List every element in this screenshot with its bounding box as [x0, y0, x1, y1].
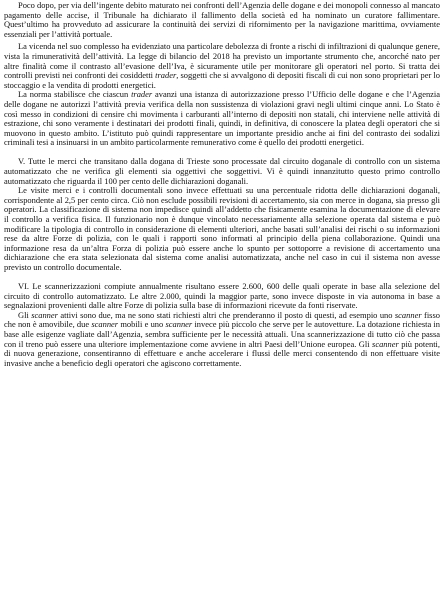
section-v-paragraph-1: V. Tutte le merci che transitano dalla dogana di Trieste sono processate dal circuito doganale di controllo con un sistema automatizzato che ne verifica gli elementi sia oggettivi che soggettivi. Vi è quindi innanzitutto questo primo controllo automatizzato che riguarda il 100 per cento delle dichiarazioni doganali.: [4, 156, 440, 186]
paragraph-bankruptcy: Poco dopo, per via dell’ingente debito maturato nei confronti dell’Agenzia delle dogane e dei monopoli connesso al mancato pagamento delle accise, il Tribunale ha dichiarato il fallimento della società ed ha nominato un curatore fallimentare. Quest’ultimo ha provveduto ad assicurare la continuità dei servizi di rifornimento per la navigazione marittima, ovviamente essenziali per l’attività portuale.: [4, 0, 440, 39]
emphasis-trader: trader: [131, 89, 153, 100]
text-span: più potenti, di nuova generazione, consentiranno di effettuare e anche accelerare i flussi delle merci consentendo di non effettuare visite invasive anche a beneficio degli operatori che agiscono correttamente.: [4, 338, 441, 368]
text-span: avanzi una istanza di autorizzazione presso l’Ufficio delle dogane e che l’Agenzia delle dogane ne autorizzi l’attività previa verifica della non sussistenza di violazioni gravi negli ultimi cinque anni. Lo Stato è così messo in condizioni di censire chi movimenta i carburanti all’interno di depositi non statali, chi interviene nelle attività di estrazione, chi sono veramente i destinatari dei prodotti finali, quindi, in definitiva, di conoscere la platea degli operatori che si muovono in questo ambito. L’istituto può quindi rappresentare un importante presidio anche ai fini del contrasto dei sodalizi criminali tesi a insinuarsi in un ambito particolarmente remunerativo come è quello dei prodotti energetici.: [4, 89, 440, 148]
text-span: La vicenda nel suo complesso ha evidenziato una particolare debolezza di fronte a rischi di infiltrazioni di qualunque genere, vista la rimuneratività dell’attività. La legge di bilancio del 2018 ha previsto un importante strumento che, ancorché nato per altre finalità come il contrasto all’evasione dell’Iva, è sicuramente utile per monitorare gli operatori nel porto. Si tratta dei controlli previsti nei confronti dei cosiddetti: [4, 41, 440, 81]
text-span: Gli: [18, 309, 32, 320]
paragraph-trader-controls: [4, 42, 440, 90]
paragraph-authorization-rule: [4, 90, 440, 148]
emphasis-scanner: scanner: [394, 309, 422, 320]
emphasis-scanner: scanner: [31, 309, 58, 320]
section-vi-paragraph-1: VI. Le scannerizzazioni compiute annualmente risultano essere 2.600, 600 delle quali operate in base alla selezione del circuito di controllo automatizzato. Le altre 2.000, quindi la maggior parte, sono invece disposte in via autonoma in base a segnalazioni provenienti dalle altre Forze di polizia sulla base di informazioni ricevute da fonti riservate.: [4, 281, 440, 311]
text-span: mobili e uno: [118, 319, 166, 330]
section-vi-paragraph-2: [4, 311, 440, 369]
text-span: , soggetti che si avvalgono di depositi fiscali di cui non sono proprietari per lo stoccaggio e la vendita di prodotti energetici.: [4, 70, 440, 90]
emphasis-scanner: scanner: [372, 338, 399, 349]
text-span: invece più piccolo che serve per le autovetture. La dotazione richiesta in base alle esigenze vagliate dall’Agenzia, sembra sufficiente per le necessità attuali. Una scannerizzazione di tutto ciò che passa con il treno può essere una ulteriore implementazione come avviene in altri Paesi dell’Unione europea. Gli: [4, 319, 440, 349]
emphasis-scanner: scanner: [91, 319, 119, 330]
section-v-paragraph-2: Le visite merci e i controlli documentali sono invece effettuati su una percentuale ridotta delle dichiarazioni doganali, corrispondente al 2,5 per cento circa. Ciò non esclude possibili revisioni di accertamento, sia con merce in dogana, sia presso gli operatori. La classificazione di sistema non impedisce quindi all’addetto che fisicamente esamina la documentazione di elevare il controllo a verifica fisica. Il funzionario non è dunque vincolato necessariamente alla selezione operata dal sistema e può modificare la tipologia di controllo in considerazione di elementi ulteriori, anche basati sull’analisi dei rischi o su informazioni rese da altre Forze di polizia, con le quali i rapporti sono informati al principio della piena collaborazione. Quindi una informazione resa da un’altra Forza di polizia può essere anche lo spunto per sottoporre a revisione di accertamento una dichiarazione che era stata selezionata dal sistema come analisi automatizzata, anche nel caso in cui il sistema non avesse previsto un controllo documentale.: [4, 185, 440, 272]
text-span: La norma stabilisce che ciascun: [18, 89, 132, 100]
text-span: fisso che non è amovibile, due: [4, 309, 440, 330]
emphasis-scanner: scanner: [165, 319, 193, 330]
emphasis-trader: trader: [155, 70, 177, 81]
text-span: attivi sono due, ma ne sono stati richiesti altri che prenderanno il posto di questi, ad esempio uno: [57, 309, 395, 320]
